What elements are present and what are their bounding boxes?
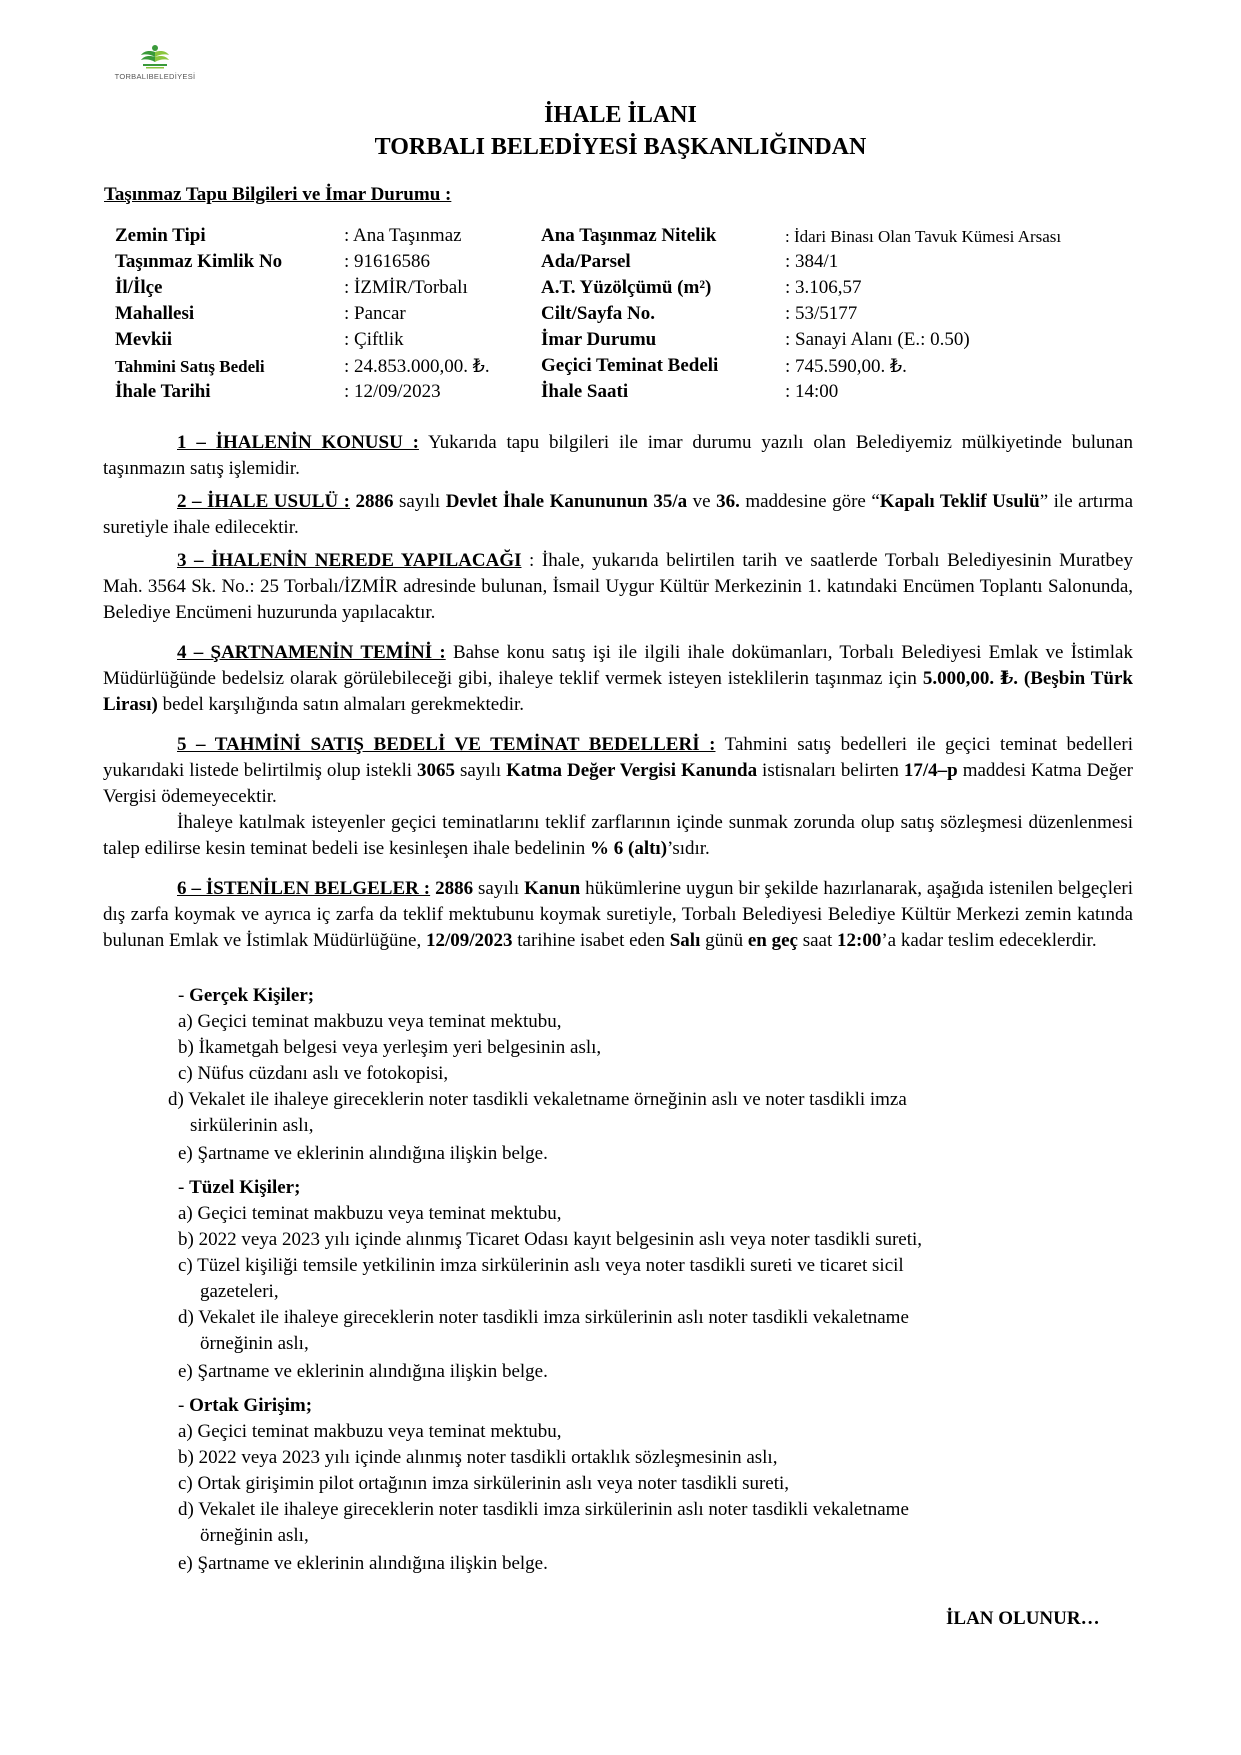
section-5-paragraph bbox=[103, 732, 1133, 862]
text: ’a kadar teslim edeceklerdir. bbox=[881, 930, 1097, 951]
info-value: : Çiftlik bbox=[344, 329, 404, 350]
logo-text: TORBALIBELEDİYESİ bbox=[114, 72, 196, 81]
list-item: a) Geçici teminat makbuzu veya teminat mektubu, bbox=[178, 1421, 562, 1442]
text: sayılı bbox=[393, 491, 446, 512]
list-item: c) Ortak girişimin pilot ortağının imza sirkülerinin aslı veya noter tasdikli sureti, bbox=[178, 1473, 790, 1494]
list-item: d) Vekalet ile ihaleye gireceklerin noter tasdikli vekaletname örneğinin aslı ve noter tasdikli imza bbox=[168, 1089, 907, 1110]
text-bold: 17/4–p bbox=[903, 760, 958, 781]
torbali-belediyesi-logo-icon bbox=[135, 42, 175, 72]
info-row bbox=[0, 225, 1241, 251]
title-line1: İHALE İLANI bbox=[544, 102, 697, 128]
text-bold: 5.000,00. ₺. (Beşbin Türk Lirası) bbox=[103, 668, 1133, 715]
list-title-tuzel bbox=[178, 1175, 300, 1201]
info-label: Ada/Parsel bbox=[541, 251, 631, 272]
info-value: : İdari Binası Olan Tavuk Kümesi Arsası bbox=[785, 227, 1062, 246]
text: Bahse konu satış işi ile ilgili ihale dokümanları, Torbalı Belediyesi Emlak ve İstimlak Müdürlüğünde bedelsiz olarak görülebileceği gibi, ihaleye teklif vermek isteyen isteklilerin taşınmaz için bbox=[103, 642, 1133, 689]
list-item: b) 2022 veya 2023 yılı içinde alınmış Ticaret Odası kayıt belgesinin aslı veya noter tasdikli sureti, bbox=[178, 1229, 923, 1250]
info-value: : 24.853.000,00. ₺. bbox=[344, 356, 490, 377]
list-item-continuation: gazeteleri, bbox=[200, 1281, 279, 1302]
section-1-heading: 1 – İHALENİN KONUSU : bbox=[177, 432, 419, 453]
text: sayılı bbox=[454, 760, 507, 781]
text-bold: 2886 bbox=[350, 491, 394, 512]
info-label: Zemin Tipi bbox=[115, 225, 206, 246]
info-row bbox=[0, 277, 1241, 303]
info-label: A.T. Yüzölçümü (m²) bbox=[541, 277, 712, 298]
text: ’sıdır. bbox=[667, 838, 710, 859]
list-item: e) Şartname ve eklerinin alındığına ilişkin belge. bbox=[178, 1361, 548, 1382]
list-item: b) 2022 veya 2023 yılı içinde alınmış noter tasdikli ortaklık sözleşmesinin aslı, bbox=[178, 1447, 778, 1468]
text: günü bbox=[700, 930, 748, 951]
title-line2: TORBALI BELEDİYESİ BAŞKANLIĞINDAN bbox=[374, 134, 867, 160]
text: hükümlerine uygun bir şekilde hazırlanarak, aşağıda istenilen belgeçleri dış zarfa koymak ve ayrıca iç zarfa da teklif mektubunu koymak suretiyle, Torbalı Belediyesi Belediye Kültür Merkezi zemin katında bulunan Emlak ve İstimlak Müdürlüğüne, bbox=[103, 878, 1134, 951]
info-label: Cilt/Sayfa No. bbox=[541, 303, 655, 324]
list-item: a) Geçici teminat makbuzu veya teminat mektubu, bbox=[178, 1011, 562, 1032]
info-label: İhale Tarihi bbox=[115, 381, 211, 402]
list-item: e) Şartname ve eklerinin alındığına ilişkin belge. bbox=[178, 1553, 548, 1574]
section-1-text: Yukarıda tapu bilgileri ile imar durumu yazılı olan Belediyemiz mülkiyetinde bulunan taşınmazın satış işlemidir. bbox=[103, 432, 1133, 479]
text-bold: Kanun bbox=[524, 878, 581, 899]
text-bold: Devlet İhale Kanununun 35/a bbox=[445, 491, 688, 512]
section-2-paragraph bbox=[103, 489, 1133, 541]
text-bold: Katma Değer Vergisi Kanunda bbox=[506, 760, 758, 781]
section-4-heading: 4 – ŞARTNAMENİN TEMİNİ : bbox=[177, 642, 446, 663]
info-label: Geçici Teminat Bedeli bbox=[541, 355, 719, 376]
section-6-paragraph bbox=[103, 876, 1133, 954]
text: bedel karşılığında satın almaları gerekmektedir. bbox=[157, 694, 525, 715]
info-value: : 745.590,00. ₺. bbox=[785, 356, 907, 377]
info-label: Mahallesi bbox=[115, 303, 195, 324]
text-bold: en geç bbox=[747, 930, 798, 951]
info-label: İhale Saati bbox=[541, 381, 629, 402]
text-bold: 36. bbox=[716, 491, 740, 512]
torbali-belediyesi-logo bbox=[110, 42, 200, 84]
info-row bbox=[0, 355, 1241, 381]
list-item: d) Vekalet ile ihaleye gireceklerin noter tasdikli imza sirkülerinin aslı noter tasdikli vekaletname bbox=[178, 1307, 909, 1328]
text-bold: % 6 (altı) bbox=[590, 838, 668, 859]
list-item: a) Geçici teminat makbuzu veya teminat mektubu, bbox=[178, 1203, 562, 1224]
list-title-text: Gerçek Kişiler; bbox=[189, 985, 315, 1006]
info-value: : 91616586 bbox=[344, 251, 431, 272]
info-value: : Sanayi Alanı (E.: 0.50) bbox=[785, 329, 970, 350]
text-bold: Kapalı Teklif Usulü bbox=[879, 491, 1040, 512]
text: sayılı bbox=[473, 878, 525, 899]
info-row bbox=[0, 381, 1241, 407]
text-bold: 12:00 bbox=[837, 930, 882, 951]
text-bold: Salı bbox=[669, 930, 701, 951]
text: Tahmini satış bedelleri ile geçici teminat bedelleri yukarıdaki listede belirtilmiş olup istekli bbox=[103, 734, 1133, 781]
dash: - bbox=[178, 1177, 190, 1198]
info-label: Ana Taşınmaz Nitelik bbox=[541, 225, 717, 246]
text: İhaleye katılmak isteyenler geçici teminatlarını teklif zarflarının içinde sunmak zorunda olup satış sözleşmesi düzenlenmesi talep edilirse kesin teminat bedeli ise kesinleşen ihale bedelinin bbox=[103, 812, 1133, 859]
text-bold: 12/09/2023 bbox=[425, 930, 513, 951]
info-value: : Pancar bbox=[344, 303, 406, 324]
text: tarihine isabet eden bbox=[512, 930, 670, 951]
text: ve bbox=[687, 491, 717, 512]
info-value: : İZMİR/Torbalı bbox=[344, 277, 468, 298]
section-3-paragraph bbox=[103, 548, 1133, 626]
info-value: : 53/5177 bbox=[785, 303, 858, 324]
info-row bbox=[0, 251, 1241, 277]
text: maddesine göre “ bbox=[739, 491, 880, 512]
list-item: e) Şartname ve eklerinin alındığına ilişkin belge. bbox=[178, 1143, 548, 1164]
text-bold: 2886 bbox=[430, 878, 474, 899]
info-label: İl/İlçe bbox=[115, 277, 163, 298]
info-value: : 384/1 bbox=[785, 251, 839, 272]
list-item: d) Vekalet ile ihaleye gireceklerin noter tasdikli imza sirkülerinin aslı noter tasdikli vekaletname bbox=[178, 1499, 909, 1520]
info-value: : 12/09/2023 bbox=[344, 381, 441, 402]
list-title-text: Tüzel Kişiler; bbox=[189, 1177, 301, 1198]
closing-text: İLAN OLUNUR… bbox=[946, 1608, 1100, 1629]
list-item-continuation: örneğinin aslı, bbox=[200, 1525, 309, 1546]
info-row bbox=[0, 303, 1241, 329]
list-title-ortak bbox=[178, 1393, 312, 1419]
info-value: : Ana Taşınmaz bbox=[344, 225, 462, 246]
list-item: c) Nüfus cüzdanı aslı ve fotokopisi, bbox=[178, 1063, 449, 1084]
section-1-paragraph bbox=[103, 430, 1133, 482]
list-title-gercek bbox=[178, 983, 314, 1009]
info-label: Taşınmaz Kimlik No bbox=[115, 251, 283, 272]
section-4-paragraph bbox=[103, 640, 1133, 718]
text: maddesi Katma Değer Vergisi ödemeyecektir. bbox=[103, 760, 1133, 807]
list-item-continuation: örneğinin aslı, bbox=[200, 1333, 309, 1354]
dash: - bbox=[178, 1395, 190, 1416]
text: ” ile artırma suretiyle ihale edilecektir. bbox=[103, 491, 1134, 538]
info-value: : 14:00 bbox=[785, 381, 839, 402]
section-6-heading: 6 – İSTENİLEN BELGELER : bbox=[177, 878, 431, 899]
list-item: c) Tüzel kişiliği temsile yetkilinin imza sirkülerinin aslı veya noter tasdikli sureti ve ticaret sicil bbox=[178, 1255, 904, 1276]
list-item-continuation: sirkülerinin aslı, bbox=[190, 1115, 314, 1136]
list-item: b) İkametgah belgesi veya yerleşim yeri belgesinin aslı, bbox=[178, 1037, 602, 1058]
info-label: İmar Durumu bbox=[541, 329, 657, 350]
info-heading: Taşınmaz Tapu Bilgileri ve İmar Durumu : bbox=[104, 184, 452, 205]
info-label: Mevkii bbox=[115, 329, 172, 350]
text: istisnaları belirten bbox=[757, 760, 904, 781]
dash: - bbox=[178, 985, 190, 1006]
info-row bbox=[0, 329, 1241, 355]
list-title-text: Ortak Girişim; bbox=[189, 1395, 313, 1416]
section-5-heading: 5 – TAHMİNİ SATIŞ BEDELİ VE TEMİNAT BEDELLERİ : bbox=[177, 734, 716, 755]
section-2-heading: 2 – İHALE USULÜ : bbox=[177, 491, 350, 512]
info-label: Tahmini Satış Bedeli bbox=[115, 357, 265, 376]
text-bold: 3065 bbox=[416, 760, 455, 781]
section-3-text: : İhale, yukarıda belirtilen tarih ve saatlerde Torbalı Belediyesinin Muratbey Mah. 3564 Sk. No.: 25 Torbalı/İZMİR adresinde bulunan, İsmail Uygur Kültür Merkezinin 1. katındaki Encümen Toplantı Salonunda, Belediye Encümeni huzurunda yapılacaktır. bbox=[103, 550, 1133, 623]
section-3-heading: 3 – İHALENİN NEREDE YAPILACAĞI bbox=[177, 550, 522, 571]
info-value: : 3.106,57 bbox=[785, 277, 862, 298]
text: saat bbox=[797, 930, 838, 951]
